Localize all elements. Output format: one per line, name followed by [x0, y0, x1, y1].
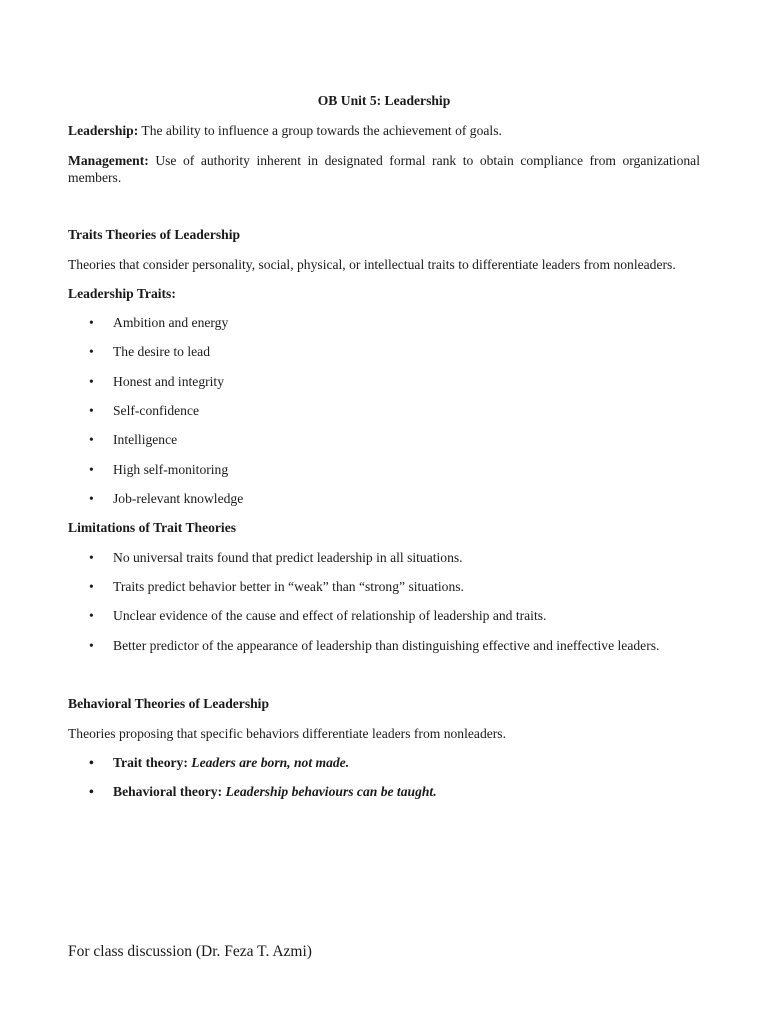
leadership-term: Leadership:	[68, 123, 139, 138]
bullet-icon: •	[89, 344, 94, 359]
list-item-text: Job-relevant knowledge	[113, 491, 244, 506]
bullet-icon: •	[89, 315, 94, 330]
bullet-icon: •	[89, 784, 94, 799]
behavioral-theory-statement: Leadership behaviours can be taught.	[222, 784, 437, 799]
list-item	[0, 549, 768, 567]
page-title: OB Unit 5: Leadership	[317, 93, 451, 108]
list-item-text	[113, 783, 437, 800]
list-item	[0, 314, 768, 332]
bullet-icon: •	[89, 579, 94, 594]
list-item-text: High self-monitoring	[113, 462, 229, 477]
bullet-icon: •	[89, 755, 94, 770]
management-definition	[68, 152, 700, 186]
bullet-icon: •	[89, 638, 94, 653]
list-item-text: Traits predict behavior better in “weak” than “strong” situations.	[113, 579, 464, 594]
list-item-text: Unclear evidence of the cause and effect of relationship of leadership and traits.	[113, 608, 547, 623]
list-item	[0, 373, 768, 391]
management-term: Management:	[68, 153, 149, 168]
list-item	[0, 607, 768, 625]
bullet-icon: •	[89, 462, 94, 477]
behavioral-theories-description: Theories proposing that specific behaviors differentiate leaders from nonleaders.	[68, 726, 506, 741]
leadership-definition	[68, 122, 700, 139]
behavioral-theory-label: Behavioral theory:	[113, 784, 223, 799]
page-footer: For class discussion (Dr. Feza T. Azmi)	[68, 943, 312, 960]
trait-theory-statement: Leaders are born, not made.	[187, 755, 350, 770]
list-item	[0, 637, 768, 655]
list-item	[0, 431, 768, 449]
list-item-text	[113, 754, 349, 771]
list-item	[0, 490, 768, 508]
bullet-icon: •	[89, 432, 94, 447]
list-item	[0, 783, 768, 801]
traits-theories-description: Theories that consider personality, social, physical, or intellectual traits to differentiate leaders from nonleaders.	[68, 257, 676, 272]
list-item-text: No universal traits found that predict leadership in all situations.	[113, 550, 463, 565]
bullet-icon: •	[89, 550, 94, 565]
list-item-text: Ambition and energy	[113, 315, 229, 330]
limitations-heading: Limitations of Trait Theories	[68, 520, 237, 535]
list-item	[0, 578, 768, 596]
bullet-icon: •	[89, 491, 94, 506]
trait-theory-label: Trait theory:	[113, 755, 188, 770]
list-item	[0, 343, 768, 361]
list-item-text: Intelligence	[113, 432, 178, 447]
list-item-text: The desire to lead	[113, 344, 211, 359]
traits-theories-heading: Traits Theories of Leadership	[68, 227, 241, 242]
leadership-traits-heading: Leadership Traits:	[68, 286, 176, 301]
list-item-text: Self-confidence	[113, 403, 200, 418]
list-item	[0, 461, 768, 479]
bullet-icon: •	[89, 374, 94, 389]
bullet-icon: •	[89, 608, 94, 623]
leadership-definition-text: The ability to influence a group towards the achievement of goals.	[138, 123, 502, 138]
behavioral-theories-heading: Behavioral Theories of Leadership	[68, 696, 270, 711]
list-item-text: Better predictor of the appearance of leadership than distinguishing effective and ineffective leaders.	[113, 638, 660, 653]
list-item	[0, 402, 768, 420]
list-item-text: Honest and integrity	[113, 374, 224, 389]
list-item	[0, 754, 768, 772]
bullet-icon: •	[89, 403, 94, 418]
management-definition-text: Use of authority inherent in designated formal rank to obtain compliance from organizational members.	[68, 153, 700, 185]
